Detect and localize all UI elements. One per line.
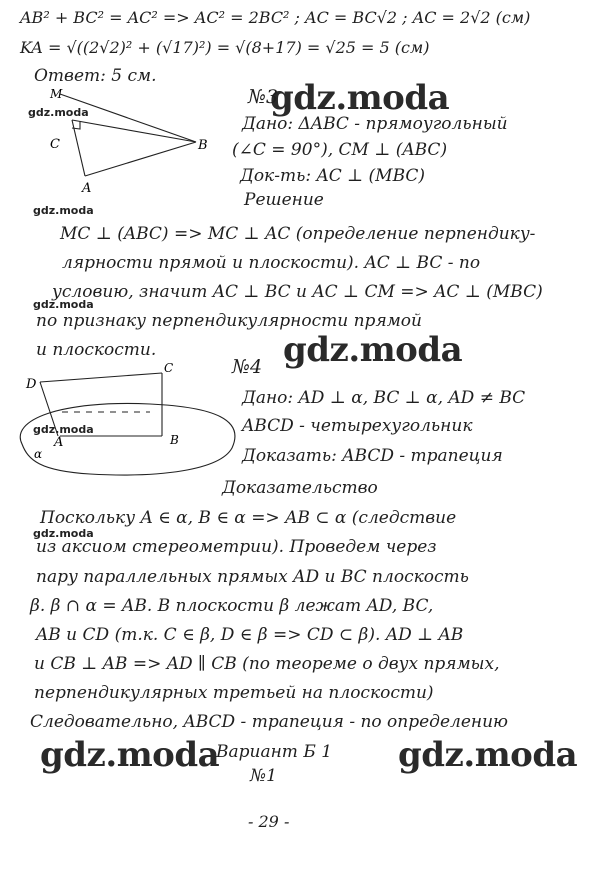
task3-prove: Док-ть: AC ⊥ (MBC) <box>240 166 426 186</box>
watermark-small-2: gdz.moda <box>33 204 94 217</box>
variant-number: №1 <box>250 766 277 786</box>
task3-body-5: и плоскости. <box>36 340 157 360</box>
watermark-big-4: gdz.moda <box>398 735 578 775</box>
task3-body-2: лярности прямой и плоскости). AC ⊥ BC - по <box>62 253 481 273</box>
task3-dano-line2: (∠C = 90°), CM ⊥ (ABC) <box>232 140 448 160</box>
segment-da <box>40 382 58 436</box>
watermark-small-3: gdz.moda <box>33 298 94 311</box>
answer-line: Ответ: 5 см. <box>34 66 157 86</box>
label-d: D <box>26 377 37 392</box>
equation-line-2: KA = √((2√2)² + (√17)²) = √(8+17) = √25 = 5 (см) <box>20 38 430 57</box>
task3-dano-line1: Дано: ΔABC - прямоугольный <box>242 114 508 134</box>
watermark-big-3: gdz.moda <box>40 735 220 775</box>
task4-body-4: β. β ∩ α = AB. В плоскости β лежат AD, BC, <box>30 596 434 616</box>
task3-solution-heading: Решение <box>244 190 324 210</box>
label-b: B <box>170 433 179 447</box>
task3-body-3: условию, значит AC ⊥ BC и AC ⊥ CM => AC ⊥ (MBC) <box>52 282 543 302</box>
task3-body-1: MC ⊥ (ABC) => MC ⊥ AC (определение перпендику- <box>60 224 536 244</box>
task4-dano: Дано: AD ⊥ α, BC ⊥ α, AD ≠ BC <box>242 388 526 408</box>
label-alpha: α <box>34 447 43 461</box>
task3-body-4: по признаку перпендикулярности прямой <box>36 311 422 331</box>
label-a: A <box>54 435 64 450</box>
task4-body-8: Следовательно, ABCD - трапеция - по определению <box>30 712 509 732</box>
task4-body-3: пару параллельных прямых AD и BC плоскость <box>36 567 469 587</box>
segment-dc <box>40 373 162 382</box>
page-number: - 29 - <box>248 812 290 831</box>
task4-body-7: перпендикулярных третьей на плоскости) <box>34 683 434 703</box>
label-c: C <box>164 361 174 375</box>
plane-alpha <box>20 403 235 475</box>
task4-body-5: AB и CD (т.к. C ∈ β, D ∈ β => CD ⊂ β). AD ⊥ AB <box>36 625 464 645</box>
task3-number: №3 <box>248 86 279 108</box>
label-a: A <box>82 181 92 196</box>
task4-abcd: ABCD - четырехугольник <box>242 416 473 436</box>
task4-body-6: и CB ⊥ AB => AD ∥ CB (по теореме о двух прямых, <box>34 654 500 674</box>
task4-body-2: из аксиом стереометрии). Проведем через <box>36 537 437 557</box>
watermark-big-2: gdz.moda <box>283 330 463 370</box>
label-b: B <box>198 138 208 153</box>
watermark-small-5: gdz.moda <box>33 527 94 540</box>
task4-body-1: Поскольку A ∈ α, B ∈ α => AB ⊂ α (следствие <box>40 508 457 528</box>
label-m: M <box>50 87 63 101</box>
task4-number: №4 <box>232 356 263 378</box>
task4-proof-heading: Доказательство <box>222 478 378 498</box>
variant-heading: Вариант Б 1 <box>216 742 333 762</box>
watermark-small-4: gdz.moda <box>33 423 94 436</box>
equation-line-1: AB² + BC² = AC² => AC² = 2BC² ; AC = BC√2 ; AC = 2√2 (см) <box>20 8 531 27</box>
task4-prove: Доказать: ABCD - трапеция <box>242 446 503 466</box>
watermark-small-1: gdz.moda <box>28 106 89 119</box>
watermark-big-1: gdz.moda <box>270 78 450 118</box>
label-c: C <box>50 137 60 152</box>
